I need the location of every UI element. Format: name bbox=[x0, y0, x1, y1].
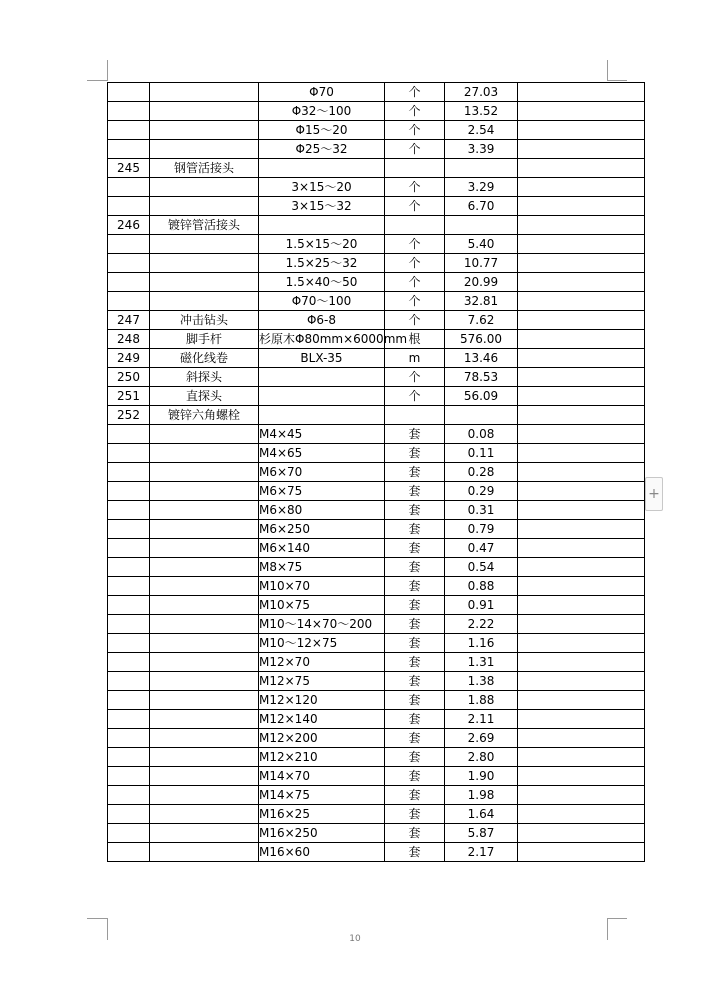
item-unit: 套 bbox=[385, 596, 445, 615]
table-row bbox=[108, 596, 645, 615]
item-spec: M12×200 bbox=[259, 729, 385, 748]
item-price: 5.87 bbox=[445, 824, 518, 843]
item-name bbox=[150, 102, 259, 121]
item-unit: 套 bbox=[385, 767, 445, 786]
item-price: 1.31 bbox=[445, 653, 518, 672]
table-row bbox=[108, 425, 645, 444]
item-name: 磁化线卷 bbox=[150, 349, 259, 368]
row-number: 245 bbox=[108, 159, 150, 178]
item-spec: M6×140 bbox=[259, 539, 385, 558]
item-name bbox=[150, 463, 259, 482]
row-number bbox=[108, 729, 150, 748]
item-spec: M16×25 bbox=[259, 805, 385, 824]
item-price: 0.08 bbox=[445, 425, 518, 444]
item-name: 直探头 bbox=[150, 387, 259, 406]
item-remark bbox=[518, 216, 645, 235]
item-remark bbox=[518, 140, 645, 159]
crop-mark-top-right-h bbox=[607, 80, 627, 81]
item-spec bbox=[259, 368, 385, 387]
item-spec: M8×75 bbox=[259, 558, 385, 577]
item-name bbox=[150, 482, 259, 501]
item-unit: 套 bbox=[385, 558, 445, 577]
item-price: 3.29 bbox=[445, 178, 518, 197]
add-comment-button[interactable]: + bbox=[645, 477, 663, 511]
row-number bbox=[108, 558, 150, 577]
row-number: 252 bbox=[108, 406, 150, 425]
item-remark bbox=[518, 330, 645, 349]
item-spec: M6×70 bbox=[259, 463, 385, 482]
item-name bbox=[150, 121, 259, 140]
item-name bbox=[150, 273, 259, 292]
item-name: 镀锌管活接头 bbox=[150, 216, 259, 235]
item-spec: M6×80 bbox=[259, 501, 385, 520]
table-row bbox=[108, 558, 645, 577]
item-unit: 套 bbox=[385, 824, 445, 843]
table-row bbox=[108, 501, 645, 520]
item-price bbox=[445, 159, 518, 178]
row-number bbox=[108, 444, 150, 463]
item-remark bbox=[518, 615, 645, 634]
item-remark bbox=[518, 463, 645, 482]
row-number bbox=[108, 767, 150, 786]
item-remark bbox=[518, 425, 645, 444]
row-number bbox=[108, 140, 150, 159]
item-price: 2.80 bbox=[445, 748, 518, 767]
item-price bbox=[445, 216, 518, 235]
item-name bbox=[150, 824, 259, 843]
row-number bbox=[108, 520, 150, 539]
item-unit: 个 bbox=[385, 102, 445, 121]
item-unit: 套 bbox=[385, 482, 445, 501]
item-spec: M10～14×70～200 bbox=[259, 615, 385, 634]
item-remark bbox=[518, 824, 645, 843]
row-number bbox=[108, 501, 150, 520]
item-price: 13.52 bbox=[445, 102, 518, 121]
item-unit: 套 bbox=[385, 520, 445, 539]
item-spec: M4×65 bbox=[259, 444, 385, 463]
table-row bbox=[108, 539, 645, 558]
table-row bbox=[108, 349, 645, 368]
item-remark bbox=[518, 406, 645, 425]
row-number bbox=[108, 710, 150, 729]
item-name bbox=[150, 520, 259, 539]
item-unit: 个 bbox=[385, 83, 445, 102]
item-unit bbox=[385, 406, 445, 425]
item-spec: M14×75 bbox=[259, 786, 385, 805]
item-price: 1.88 bbox=[445, 691, 518, 710]
item-price: 0.91 bbox=[445, 596, 518, 615]
page-number: 10 bbox=[349, 934, 361, 944]
item-price: 0.47 bbox=[445, 539, 518, 558]
item-unit: 个 bbox=[385, 273, 445, 292]
row-number bbox=[108, 292, 150, 311]
item-spec: 3×15～20 bbox=[259, 178, 385, 197]
item-remark bbox=[518, 729, 645, 748]
item-spec: 杉原木Φ80mm×6000mm bbox=[259, 330, 385, 349]
item-remark bbox=[518, 748, 645, 767]
row-number bbox=[108, 748, 150, 767]
item-remark bbox=[518, 102, 645, 121]
table-row bbox=[108, 482, 645, 501]
item-price: 576.00 bbox=[445, 330, 518, 349]
table-row bbox=[108, 729, 645, 748]
item-spec: 3×15～32 bbox=[259, 197, 385, 216]
item-unit: 套 bbox=[385, 634, 445, 653]
item-unit: 套 bbox=[385, 786, 445, 805]
item-price: 1.64 bbox=[445, 805, 518, 824]
item-spec: Φ70 bbox=[259, 83, 385, 102]
table-row bbox=[108, 273, 645, 292]
item-price: 27.03 bbox=[445, 83, 518, 102]
crop-mark-top-left-h bbox=[87, 80, 107, 81]
row-number bbox=[108, 83, 150, 102]
crop-mark-bottom-right-h bbox=[607, 918, 627, 919]
row-number bbox=[108, 634, 150, 653]
row-number bbox=[108, 235, 150, 254]
item-unit: 套 bbox=[385, 672, 445, 691]
table-row bbox=[108, 672, 645, 691]
row-number bbox=[108, 197, 150, 216]
item-spec: M10×75 bbox=[259, 596, 385, 615]
item-price: 5.40 bbox=[445, 235, 518, 254]
row-number bbox=[108, 425, 150, 444]
table-row bbox=[108, 824, 645, 843]
table-row bbox=[108, 805, 645, 824]
item-price: 0.31 bbox=[445, 501, 518, 520]
item-remark bbox=[518, 254, 645, 273]
crop-mark-top-left-v bbox=[107, 60, 108, 81]
item-name bbox=[150, 843, 259, 862]
table-row bbox=[108, 634, 645, 653]
item-unit: 套 bbox=[385, 425, 445, 444]
item-remark bbox=[518, 653, 645, 672]
item-price: 32.81 bbox=[445, 292, 518, 311]
item-spec: M6×75 bbox=[259, 482, 385, 501]
item-spec bbox=[259, 387, 385, 406]
item-name bbox=[150, 444, 259, 463]
item-unit: m bbox=[385, 349, 445, 368]
item-remark bbox=[518, 558, 645, 577]
item-name bbox=[150, 615, 259, 634]
item-name bbox=[150, 653, 259, 672]
row-number bbox=[108, 539, 150, 558]
table-row bbox=[108, 254, 645, 273]
item-remark bbox=[518, 767, 645, 786]
item-price: 0.28 bbox=[445, 463, 518, 482]
item-remark bbox=[518, 805, 645, 824]
table-row bbox=[108, 178, 645, 197]
row-number bbox=[108, 102, 150, 121]
item-name: 冲击钻头 bbox=[150, 311, 259, 330]
item-unit: 套 bbox=[385, 577, 445, 596]
item-unit: 个 bbox=[385, 387, 445, 406]
row-number bbox=[108, 786, 150, 805]
item-price: 20.99 bbox=[445, 273, 518, 292]
item-price: 7.62 bbox=[445, 311, 518, 330]
item-unit: 个 bbox=[385, 292, 445, 311]
item-remark bbox=[518, 387, 645, 406]
item-spec bbox=[259, 406, 385, 425]
item-remark bbox=[518, 197, 645, 216]
item-remark bbox=[518, 634, 645, 653]
item-spec: M12×210 bbox=[259, 748, 385, 767]
item-name bbox=[150, 672, 259, 691]
item-spec: M6×250 bbox=[259, 520, 385, 539]
item-price: 78.53 bbox=[445, 368, 518, 387]
item-price: 1.16 bbox=[445, 634, 518, 653]
item-unit: 套 bbox=[385, 843, 445, 862]
item-name bbox=[150, 197, 259, 216]
item-remark bbox=[518, 520, 645, 539]
table-row bbox=[108, 577, 645, 596]
item-spec: M4×45 bbox=[259, 425, 385, 444]
table-row bbox=[108, 767, 645, 786]
item-remark bbox=[518, 672, 645, 691]
row-number bbox=[108, 121, 150, 140]
table-row bbox=[108, 615, 645, 634]
item-remark bbox=[518, 786, 645, 805]
table-row bbox=[108, 406, 645, 425]
table-row bbox=[108, 691, 645, 710]
item-name bbox=[150, 786, 259, 805]
item-name bbox=[150, 634, 259, 653]
item-name bbox=[150, 254, 259, 273]
row-number bbox=[108, 577, 150, 596]
item-remark bbox=[518, 843, 645, 862]
item-name: 斜探头 bbox=[150, 368, 259, 387]
item-name bbox=[150, 292, 259, 311]
item-spec: 1.5×15～20 bbox=[259, 235, 385, 254]
item-spec: Φ6-8 bbox=[259, 311, 385, 330]
item-unit: 套 bbox=[385, 729, 445, 748]
item-unit: 个 bbox=[385, 178, 445, 197]
item-price: 2.11 bbox=[445, 710, 518, 729]
item-spec: 1.5×25～32 bbox=[259, 254, 385, 273]
table-row bbox=[108, 83, 645, 102]
row-number bbox=[108, 254, 150, 273]
row-number bbox=[108, 805, 150, 824]
item-name bbox=[150, 805, 259, 824]
row-number bbox=[108, 596, 150, 615]
item-spec: M12×70 bbox=[259, 653, 385, 672]
item-remark bbox=[518, 273, 645, 292]
row-number bbox=[108, 615, 150, 634]
item-spec: BLX-35 bbox=[259, 349, 385, 368]
table-row bbox=[108, 140, 645, 159]
item-remark bbox=[518, 444, 645, 463]
item-remark bbox=[518, 311, 645, 330]
item-unit: 套 bbox=[385, 501, 445, 520]
item-price: 2.54 bbox=[445, 121, 518, 140]
crop-mark-bottom-left-h bbox=[87, 918, 107, 919]
item-spec bbox=[259, 159, 385, 178]
table-row bbox=[108, 235, 645, 254]
item-remark bbox=[518, 539, 645, 558]
item-unit: 个 bbox=[385, 254, 445, 273]
table-row bbox=[108, 311, 645, 330]
item-name bbox=[150, 691, 259, 710]
row-number bbox=[108, 672, 150, 691]
row-number bbox=[108, 273, 150, 292]
row-number bbox=[108, 178, 150, 197]
item-remark bbox=[518, 691, 645, 710]
row-number: 251 bbox=[108, 387, 150, 406]
item-remark bbox=[518, 368, 645, 387]
item-unit: 根 bbox=[385, 330, 445, 349]
item-spec: Φ15～20 bbox=[259, 121, 385, 140]
table-row bbox=[108, 102, 645, 121]
item-price: 2.69 bbox=[445, 729, 518, 748]
item-unit: 套 bbox=[385, 805, 445, 824]
item-price: 0.54 bbox=[445, 558, 518, 577]
row-number bbox=[108, 463, 150, 482]
item-spec: M10×70 bbox=[259, 577, 385, 596]
row-number bbox=[108, 653, 150, 672]
item-name: 钢管活接头 bbox=[150, 159, 259, 178]
item-name bbox=[150, 767, 259, 786]
item-price: 0.79 bbox=[445, 520, 518, 539]
item-price: 2.17 bbox=[445, 843, 518, 862]
item-name bbox=[150, 425, 259, 444]
item-unit bbox=[385, 216, 445, 235]
row-number bbox=[108, 691, 150, 710]
item-unit: 个 bbox=[385, 235, 445, 254]
item-name bbox=[150, 539, 259, 558]
item-unit: 个 bbox=[385, 311, 445, 330]
item-price: 6.70 bbox=[445, 197, 518, 216]
item-price: 0.11 bbox=[445, 444, 518, 463]
item-name: 脚手杆 bbox=[150, 330, 259, 349]
item-spec bbox=[259, 216, 385, 235]
item-spec: M10～12×75 bbox=[259, 634, 385, 653]
item-unit: 套 bbox=[385, 748, 445, 767]
item-name bbox=[150, 577, 259, 596]
item-name bbox=[150, 140, 259, 159]
item-name bbox=[150, 596, 259, 615]
table-row bbox=[108, 520, 645, 539]
table-row bbox=[108, 444, 645, 463]
table-row bbox=[108, 748, 645, 767]
item-name bbox=[150, 729, 259, 748]
item-name bbox=[150, 83, 259, 102]
item-unit: 套 bbox=[385, 691, 445, 710]
item-spec: Φ70～100 bbox=[259, 292, 385, 311]
item-price: 1.98 bbox=[445, 786, 518, 805]
item-spec: M16×60 bbox=[259, 843, 385, 862]
item-remark bbox=[518, 596, 645, 615]
row-number: 247 bbox=[108, 311, 150, 330]
item-price: 2.22 bbox=[445, 615, 518, 634]
item-unit: 套 bbox=[385, 463, 445, 482]
table-row bbox=[108, 786, 645, 805]
item-name bbox=[150, 235, 259, 254]
item-unit: 个 bbox=[385, 368, 445, 387]
table-row bbox=[108, 387, 645, 406]
table-row bbox=[108, 653, 645, 672]
item-remark bbox=[518, 577, 645, 596]
table-row bbox=[108, 710, 645, 729]
item-unit: 个 bbox=[385, 121, 445, 140]
item-spec: M12×120 bbox=[259, 691, 385, 710]
item-remark bbox=[518, 159, 645, 178]
row-number: 249 bbox=[108, 349, 150, 368]
table-row bbox=[108, 368, 645, 387]
item-spec: M12×140 bbox=[259, 710, 385, 729]
item-remark bbox=[518, 349, 645, 368]
item-price: 0.29 bbox=[445, 482, 518, 501]
item-name bbox=[150, 748, 259, 767]
item-spec: Φ32～100 bbox=[259, 102, 385, 121]
item-spec: M14×70 bbox=[259, 767, 385, 786]
row-number: 250 bbox=[108, 368, 150, 387]
item-spec: 1.5×40～50 bbox=[259, 273, 385, 292]
item-remark bbox=[518, 235, 645, 254]
table-row bbox=[108, 121, 645, 140]
item-unit: 个 bbox=[385, 140, 445, 159]
table-row bbox=[108, 843, 645, 862]
item-price: 0.88 bbox=[445, 577, 518, 596]
item-unit: 个 bbox=[385, 197, 445, 216]
item-remark bbox=[518, 482, 645, 501]
item-remark bbox=[518, 292, 645, 311]
item-price: 3.39 bbox=[445, 140, 518, 159]
item-unit: 套 bbox=[385, 615, 445, 634]
price-table-body bbox=[108, 83, 645, 862]
item-price: 56.09 bbox=[445, 387, 518, 406]
row-number: 246 bbox=[108, 216, 150, 235]
crop-mark-top-right-v bbox=[607, 60, 608, 81]
item-name: 镀锌六角螺栓 bbox=[150, 406, 259, 425]
item-remark bbox=[518, 710, 645, 729]
item-name bbox=[150, 501, 259, 520]
item-unit: 套 bbox=[385, 444, 445, 463]
item-name bbox=[150, 178, 259, 197]
item-spec: Φ25～32 bbox=[259, 140, 385, 159]
item-name bbox=[150, 558, 259, 577]
item-remark bbox=[518, 501, 645, 520]
item-unit: 套 bbox=[385, 539, 445, 558]
row-number: 248 bbox=[108, 330, 150, 349]
table-row bbox=[108, 330, 645, 349]
item-spec: M12×75 bbox=[259, 672, 385, 691]
item-unit bbox=[385, 159, 445, 178]
item-price: 13.46 bbox=[445, 349, 518, 368]
item-spec: M16×250 bbox=[259, 824, 385, 843]
item-name bbox=[150, 710, 259, 729]
row-number bbox=[108, 824, 150, 843]
row-number bbox=[108, 482, 150, 501]
table-row bbox=[108, 292, 645, 311]
item-price: 1.38 bbox=[445, 672, 518, 691]
price-table bbox=[107, 82, 645, 862]
item-price: 10.77 bbox=[445, 254, 518, 273]
item-remark bbox=[518, 83, 645, 102]
item-price bbox=[445, 406, 518, 425]
table-row bbox=[108, 463, 645, 482]
item-price: 1.90 bbox=[445, 767, 518, 786]
table-row bbox=[108, 216, 645, 235]
item-remark bbox=[518, 178, 645, 197]
table-row bbox=[108, 197, 645, 216]
table-row bbox=[108, 159, 645, 178]
item-unit: 套 bbox=[385, 710, 445, 729]
row-number bbox=[108, 843, 150, 862]
item-unit: 套 bbox=[385, 653, 445, 672]
item-remark bbox=[518, 121, 645, 140]
